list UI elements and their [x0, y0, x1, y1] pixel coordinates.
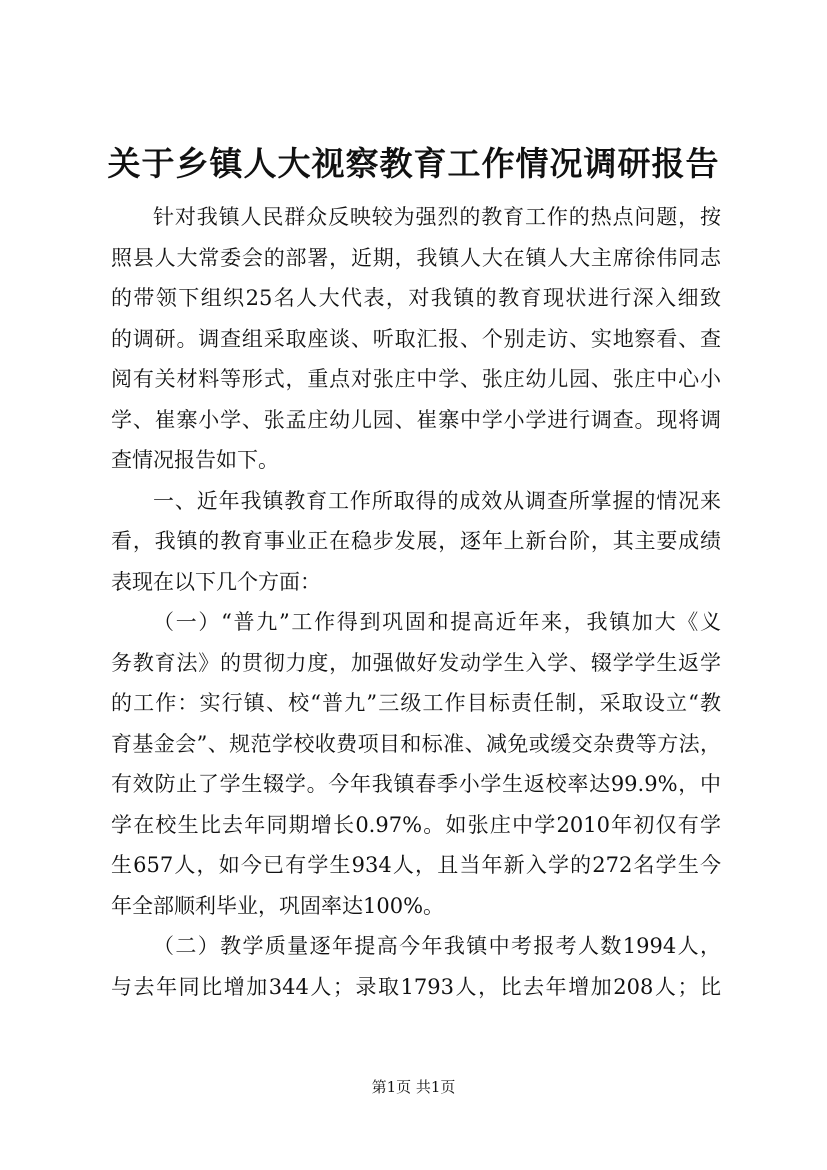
text-line: 一、近年我镇教育工作所取得的成效从调查所掌握的情况来	[153, 488, 721, 513]
text-line: （二）教学质量逐年提高今年我镇中考报考人数1994人，	[153, 934, 721, 958]
text-line: 照县人大常委会的部署，近期，我镇人大在镇人大主席徐伟同志	[111, 245, 721, 270]
text-line: 查情况报告如下。	[111, 448, 279, 472]
text-line: 的调研。调查组采取座谈、听取汇报、个别走访、实地察看、查	[111, 326, 721, 351]
text-line: 务教育法》的贯彻力度，加强做好发动学生入学、辍学学生返学	[111, 650, 721, 675]
text-line: 表现在以下几个方面：	[111, 569, 321, 594]
text-line: 年全部顺利毕业，巩固率达100%。	[111, 893, 445, 918]
text-line: 看，我镇的教育事业正在稳步发展，逐年上新台阶，其主要成绩	[111, 529, 721, 553]
text-line: 针对我镇人民群众反映较为强烈的教育工作的热点问题，按	[153, 205, 721, 229]
text-line: 的带领下组织25名人大代表，对我镇的教育现状进行深入细致	[111, 286, 721, 310]
text-line: 的工作：实行镇、校“普九”三级工作目标责任制，采取设立“教	[111, 691, 721, 715]
page-footer: 第1页 共1页	[371, 1078, 456, 1096]
text-line: 育基金会”、规范学校收费项目和标准、减免或缓交杂费等方法，	[111, 731, 721, 756]
text-line: 有效防止了学生辍学。今年我镇春季小学生返校率达99.9%，中	[111, 772, 721, 796]
text-line: 与去年同比增加344人；录取1793人，比去年增加208人；比	[111, 974, 721, 999]
text-line: （一）“普九”工作得到巩固和提高近年来，我镇加大《义	[153, 610, 721, 634]
text-line: 生657人，如今已有学生934人，且当年新入学的272名学生今	[111, 853, 721, 877]
text-line: 学在校生比去年同期增长0.97%。如张庄中学2010年初仅有学	[111, 812, 721, 837]
text-line: 阅有关材料等形式，重点对张庄中学、张庄幼儿园、张庄中心小	[111, 367, 721, 391]
document-title: 关于乡镇人大视察教育工作情况调研报告	[107, 144, 720, 183]
document-body	[111, 197, 721, 1007]
text-line: 学、崔寨小学、张孟庄幼儿园、崔寨中学小学进行调查。现将调	[111, 407, 721, 432]
